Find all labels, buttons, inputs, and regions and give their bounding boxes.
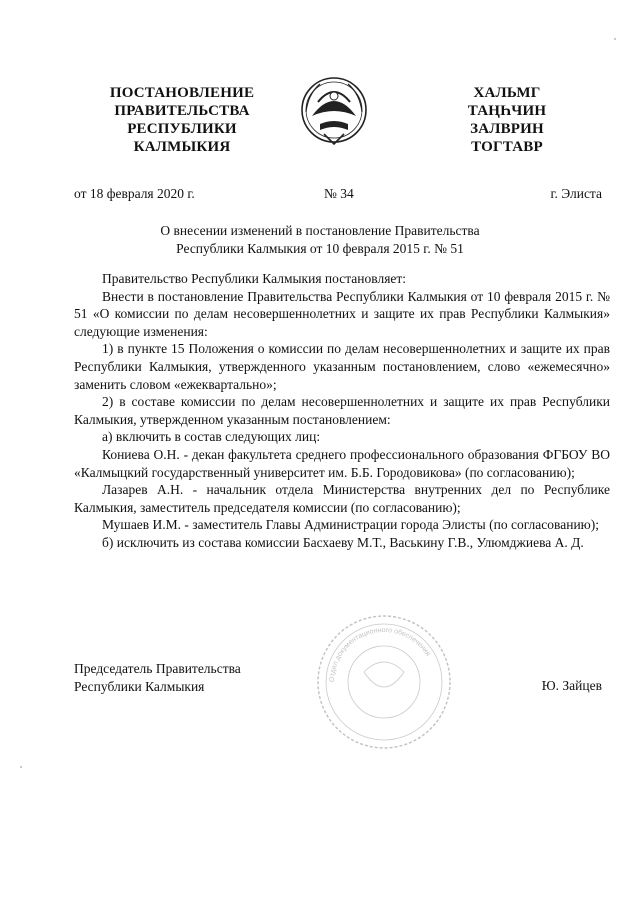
paragraph-preamble: Правительство Республики Калмыкия постановляет: [102,271,407,286]
document-date: от 18 февраля 2020 г. [74,186,195,201]
stamp-text: Отдел документационного обеспечения [328,626,432,683]
coat-of-arms-icon [298,72,370,152]
title-line: Республики Калмыкия от 10 февраля 2015 г. № 51 [176,241,464,256]
document-body [74,270,610,552]
round-stamp-icon [314,612,454,752]
svg-text:Отдел документационного обеспе [329,627,431,682]
header-left [82,84,282,156]
document-title [60,222,580,258]
signature-position [74,660,241,696]
document-number: № 34 [324,186,354,201]
header-left-line: КАЛМЫКИЯ [133,139,231,155]
paragraph-member-2: Лазарев А.Н. - начальник отдела Министерства внутренних дел по Республике Калмыкия, заместитель председателя комиссии (по согласованию); [74,482,610,515]
signature-position-line: Председатель Правительства [74,661,241,676]
header-right-line: ХАЛЬМГ [473,85,541,101]
scan-speck [20,766,22,768]
header-right-line: ТАҢҺЧИН [467,103,547,119]
header-right [432,84,582,156]
header-right-line: ЗАЛВРИН [470,121,544,137]
signature-name: Ю. Зайцев [541,678,602,693]
paragraph-item-1: 1) в пункте 15 Положения о комиссии по делам несовершеннолетних и защите их прав Республики Калмыкия, утвержденного указанным постановлением, слово «ежемесячно» заменить словом «ежеквартально»; [74,341,610,392]
document-city: г. Элиста [550,186,602,201]
paragraph-item-2: 2) в составе комиссии по делам несовершеннолетних и защите их прав Республики Калмыкия, утвержденном указанным постановлением: [74,394,610,427]
title-line: О внесении изменений в постановление Правительства [160,223,480,238]
scan-speck [614,38,616,40]
header-left-line: РЕСПУБЛИКИ [127,121,237,137]
header-left-line: ПРАВИТЕЛЬСТВА [114,103,250,119]
signature-position-line: Республики Калмыкия [74,679,205,694]
paragraph-item-2b: б) исключить из состава комиссии Басхаеву М.Т., Васькину Г.В., Улюмджиева А. Д. [102,534,584,550]
header-right-line: ТОГТАВР [471,139,543,155]
paragraph-member-3: Мушаев И.М. - заместитель Главы Администрации города Элисты (по согласованию); [102,517,599,533]
paragraph-item-2a: а) включить в состав следующих лиц: [102,429,321,445]
paragraph-intro: Внести в постановление Правительства Республики Калмыкия от 10 февраля 2015 г. № 51 «О комиссии по делам несовершеннолетних и защите их прав Республики Калмыкия» следующие изменения: [74,288,610,339]
header-left-line: ПОСТАНОВЛЕНИЕ [109,85,255,101]
paragraph-member-1: Кониева О.Н. - декан факультета среднего профессионального образования ФГБОУ ВО «Калмыцкий государственный университет им. Б.Б. Городовикова» (по согласованию); [74,446,610,480]
